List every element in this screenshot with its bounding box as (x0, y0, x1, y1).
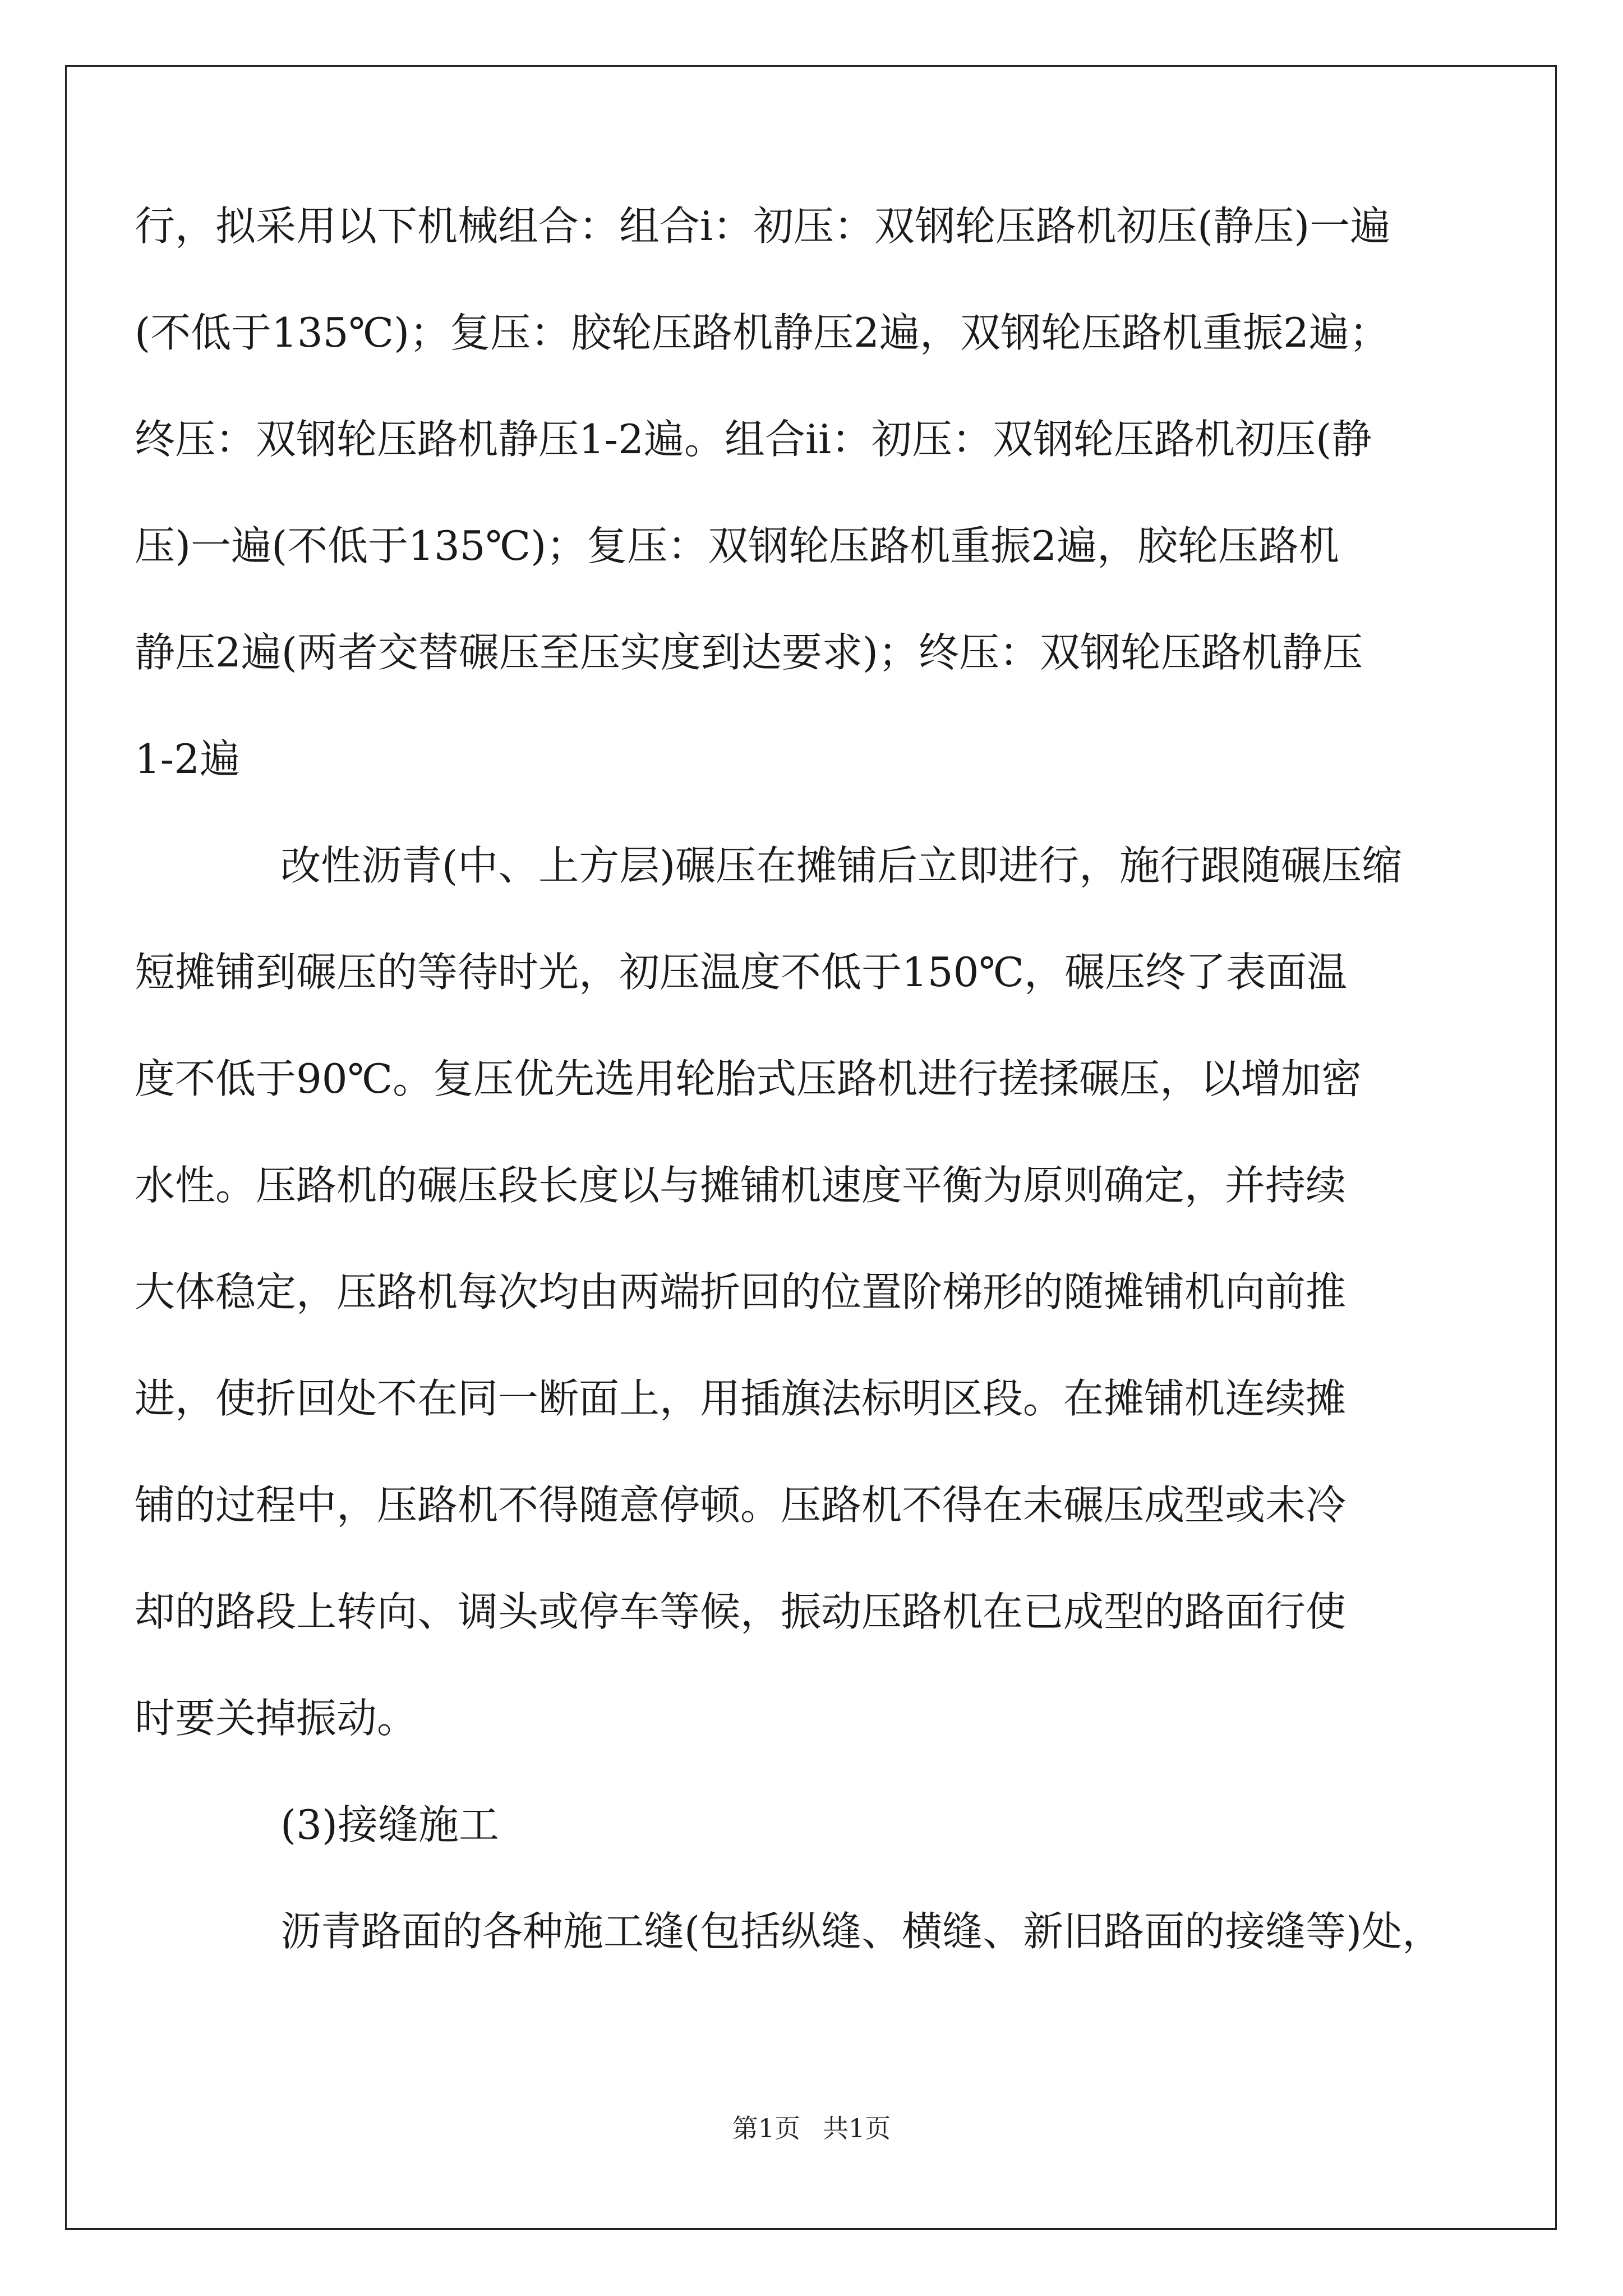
section-heading: (3)接缝施工 (280, 1801, 499, 1848)
text-line: 短摊铺到碾压的等待时光，初压温度不低于150℃，碾压终了表面温 (135, 949, 1347, 996)
paragraph-start-line: 沥青路面的各种施工缝(包括纵缝、横缝、新旧路面的接缝等)处， (280, 1908, 1443, 1955)
text-line: 进，使折回处不在同一断面上，用插旗法标明区段。在摊铺机连续摊 (135, 1375, 1347, 1422)
text-line: 大体稳定，压路机每次均由两端折回的位置阶梯形的随摊铺机向前推 (135, 1268, 1347, 1315)
text-line: (不低于135℃)；复压：胶轮压路机静压2遍，双钢轮压路机重振2遍； (135, 309, 1390, 356)
text-line: 压)一遍(不低于135℃)；复压：双钢轮压路机重振2遍，胶轮压路机 (135, 522, 1340, 569)
text-line: 却的路段上转向、调头或停车等候，振动压路机在已成型的路面行使 (135, 1588, 1347, 1635)
text-line: 铺的过程中，压路机不得随意停顿。压路机不得在未碾压成型或未冷 (135, 1481, 1347, 1529)
page-footer (0, 2111, 1623, 2145)
page-total: 共1页 (823, 2113, 891, 2143)
text-line: 水性。压路机的碾压段长度以与摊铺机速度平衡为原则确定，并持续 (135, 1162, 1347, 1209)
paragraph-start-line: 改性沥青(中、上方层)碾压在摊铺后立即进行，施行跟随碾压缩 (280, 842, 1403, 889)
text-line: 终压：双钢轮压路机静压1-2遍。组合ⅱ：初压：双钢轮压路机初压(静 (135, 416, 1372, 463)
text-line: 静压2遍(两者交替碾压至压实度到达要求)；终压：双钢轮压路机静压 (135, 629, 1363, 676)
page-number: 第1页 (732, 2113, 800, 2143)
text-line: 度不低于90℃。复压优先选用轮胎式压路机进行搓揉碾压，以增加密 (135, 1055, 1362, 1102)
text-line: 1-2遍 (135, 735, 240, 783)
text-line: 行，拟采用以下机械组合：组合ⅰ：初压：双钢轮压路机初压(静压)一遍 (135, 203, 1391, 250)
text-line: 时要关掉振动。 (135, 1695, 418, 1742)
